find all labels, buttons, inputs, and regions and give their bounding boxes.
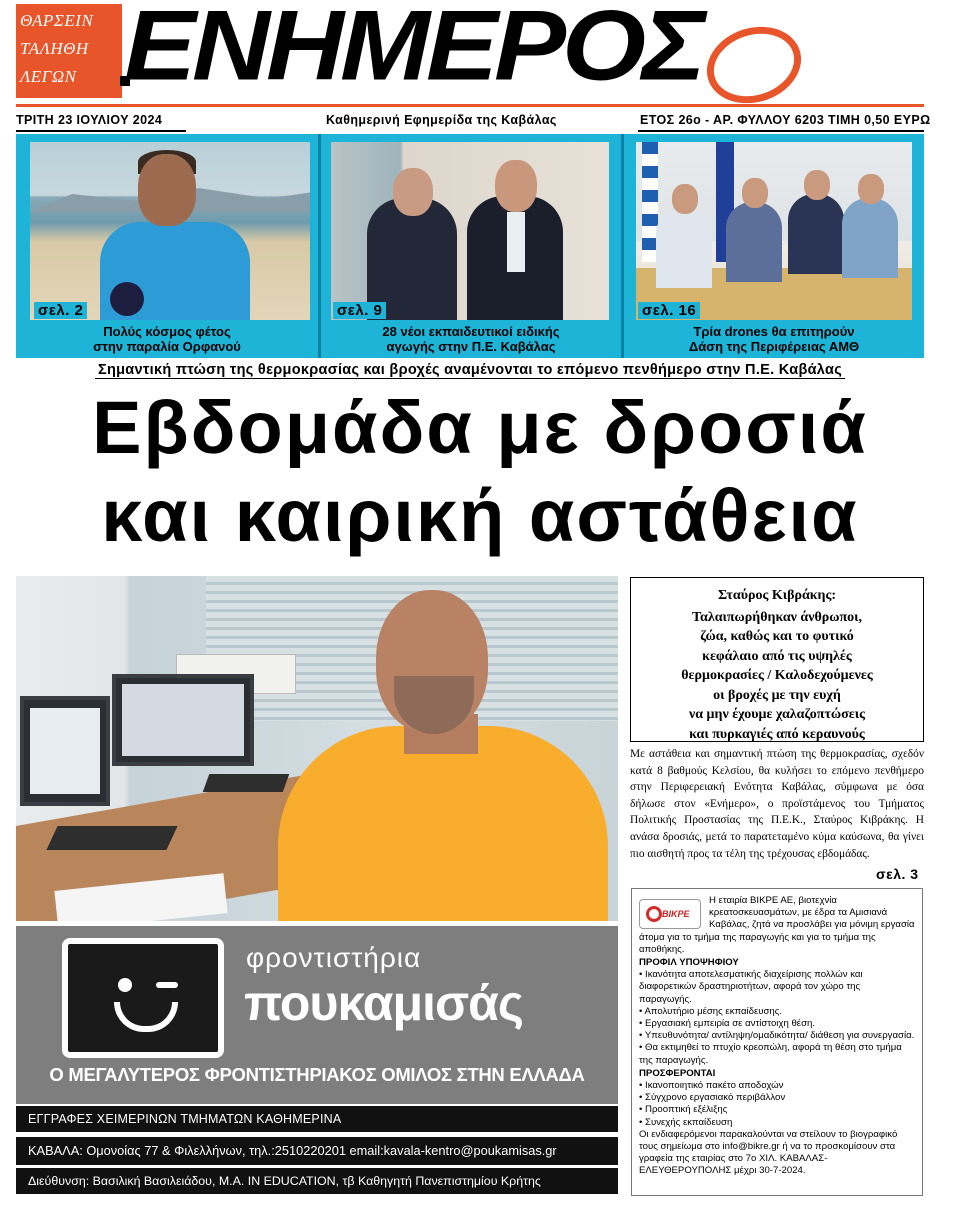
- job-ad-closing: Οι ενδιαφερόμενοι παρακαλούνται να στείλουν το βιογραφικό τους σημείωμα στο info@bikre.gr ή να το προσκομίσουν στα γραφεία της εταιρίας στο 7ο ΧΙΛ. ΚΑΒΑΛΑΣ- ΕΛΕΥΘΕΡΟΥΠΟΛΗΣ μέχρι 30-7-2024.: [639, 1128, 898, 1177]
- motto-line-2: ΤΑΛΗΘΗ: [20, 39, 89, 58]
- person-4: [842, 198, 898, 278]
- caption-line-2: αγωγής στην Π.Ε. Καβάλας: [386, 339, 556, 354]
- person-2-head: [742, 178, 768, 208]
- caption-line-2: Δάση της Περιφέρειας ΑΜΘ: [688, 339, 860, 354]
- main-subheadline: [16, 362, 924, 378]
- job-advertisement: [631, 888, 923, 1196]
- man-left-head: [393, 168, 433, 216]
- list-item: • Απολυτήριο μέσης εκπαίδευσης.: [639, 1006, 915, 1018]
- issue-underline: [638, 130, 924, 132]
- quote-line: να μην έχουμε χαλαζοπτώσεις: [688, 707, 865, 722]
- monitor-center: [112, 674, 254, 766]
- story-caption: [624, 324, 924, 354]
- page-tag: σελ. 16: [638, 302, 700, 319]
- promo-registration-bar: ΕΓΓΡΑΦΕΣ ΧΕΙΜΕΡΙΝΩΝ ΤΜΗΜΑΤΩΝ ΚΑΘΗΜΕΡΙΝΑ: [16, 1106, 618, 1132]
- subheadline-text: Σημαντική πτώση της θερμοκρασίας και βροχές αναμένονται το επόμενο πενθήμερο στην Π.Ε. Καβάλας: [95, 362, 845, 379]
- caption-line-1: 28 νέοι εκπαιδευτικοί ειδικής: [382, 324, 560, 339]
- person-3-head: [804, 170, 830, 200]
- motto-line-1: ΘΑΡΣΕΙΝ: [20, 11, 94, 30]
- list-item: • Υπευθυνότητα/ αντίληψη/ομαδικότητα/ διάθεση για συνεργασία.: [639, 1030, 915, 1042]
- top-story-3[interactable]: [624, 134, 924, 358]
- keyboard-center: [203, 774, 290, 792]
- microphone-icon: [110, 282, 144, 316]
- promo-address-bar: ΚΑΒΑΛΑ: Ομονοίας 77 & Φιλελλήνων, τηλ.:2510220201 email:kavala-kentro@poukamisas.gr: [16, 1137, 618, 1165]
- monitor-left: [20, 696, 110, 806]
- main-story-photo: [16, 576, 618, 921]
- eye-icon: [118, 978, 132, 992]
- issue-info: ΕΤΟΣ 26ο - ΑΡ. ΦΥΛΛΟΥ 6203 ΤΙΜΗ 0,50 ΕΥΡΩ: [640, 113, 931, 127]
- masthead-rule: [16, 104, 924, 107]
- offer-list: [639, 1080, 915, 1129]
- bikre-logo-ring-icon: [646, 906, 662, 922]
- profile-heading: ΠΡΟΦΙΛ ΥΠΟΨΗΦΙΟΥ: [639, 957, 739, 969]
- quote-line: και πυρκαγιές από κεραυνούς: [689, 726, 865, 742]
- bikre-logo-text: ΒΙΚΡΕ: [662, 909, 690, 919]
- list-item: • Ικανότητα αποτελεσματικής διαχείρισης πολλών και διαφορετικών δραστηριοτήτων, αφορά τον χώρο της παραγωγής.: [639, 969, 915, 1006]
- list-item: • Συνεχής εκπαίδευση: [639, 1117, 915, 1129]
- caption-line-1: Πολύς κόσμος φέτος: [103, 324, 231, 339]
- date-underline: [16, 130, 186, 132]
- list-item: • Σύγχρονο εργασιακό περιβάλλον: [639, 1092, 915, 1104]
- headline-line-1: Εβδομάδα με δροσιά: [92, 386, 868, 469]
- tutoring-ad[interactable]: [16, 926, 618, 1104]
- newspaper-title: ΕΝΗΜΕΡΟΣ: [124, 0, 702, 101]
- caption-line-1: Τρία drones θα επιτηρούν: [693, 324, 855, 339]
- top-story-1[interactable]: [16, 134, 318, 358]
- story-caption: [16, 324, 318, 354]
- man-right-shirt: [507, 212, 525, 272]
- two-men-photo: [331, 142, 609, 320]
- offer-heading: ΠΡΟΣΦΕΡΟΝΤΑΙ: [639, 1067, 716, 1079]
- person-1: [656, 208, 712, 288]
- wink-icon: [156, 982, 178, 988]
- person-2: [726, 202, 782, 282]
- beach-reporter-photo: [30, 142, 310, 320]
- quote-line: Ταλαιπωρήθηκαν άνθρωποι,: [691, 609, 863, 625]
- headline-line-2: και καιρική αστάθεια: [101, 474, 859, 557]
- quote-line: θερμοκρασίες / Καλοδεχούμενες: [681, 668, 873, 683]
- bikre-logo: [639, 899, 701, 929]
- person-1-head: [672, 184, 698, 214]
- job-ad-intro: Η εταιρία ΒΙΚΡΕ ΑΕ, βιοτεχνία κρεατοσκευασμάτων, με έδρα τα Αμισιανά Καβάλας, ζητά να προσλάβει για μόνιμη εργασία άτομα για το τμήμα της παραγωγής και για το τμήμα της αποθήκης.: [639, 895, 915, 955]
- promo-word-1: φροντιστήρια: [246, 942, 422, 973]
- story-caption: [321, 324, 621, 354]
- monitor-left-screen: [30, 708, 100, 794]
- quote-line: ζώα, καθώς και το φυτικό: [700, 629, 854, 644]
- keyboard-left: [46, 826, 177, 850]
- reporter-head: [138, 154, 196, 226]
- paper-tagline: Καθημερινή Εφημερίδα της Καβάλας: [326, 113, 557, 127]
- quote-kicker: Σταύρος Κιβράκης:: [717, 588, 837, 603]
- quote-line: οι βροχές με την ευχή: [713, 687, 841, 703]
- person-4-head: [858, 174, 884, 204]
- list-item: • Προοπτική εξέλιξης: [639, 1104, 915, 1116]
- motto-line-3: ΛΕΓΩΝ: [20, 67, 77, 86]
- masthead-motto: [16, 4, 122, 98]
- smile-icon: [114, 1002, 178, 1032]
- winking-face-icon: [62, 938, 224, 1058]
- promo-director-bar: Διεύθυνση: Βασιλική Βασιλειάδου, M.A. IN EDUCATION, τβ Καθηγητή Πανεπιστημίου Κρήτης: [16, 1168, 618, 1194]
- top-story-2[interactable]: [321, 134, 621, 358]
- main-story-page-ref[interactable]: σελ. 3: [876, 866, 919, 882]
- meeting-photo: [636, 142, 912, 320]
- issue-date: ΤΡΙΤΗ 23 ΙΟΥΛΙΟΥ 2024: [16, 113, 163, 127]
- profile-list: [639, 969, 915, 1067]
- page-tag: σελ. 9: [333, 302, 386, 319]
- main-story-body: Με αστάθεια και σημαντική πτώση της θερμοκρασίας, σχεδόν κατά 8 βαθμούς Κελσίου, θα κυλήσει το επόμενο πενθήμερο στην Περιφερειακή Ενότητα Καβάλας, σύμφωνα με όσα δήλωσε στον «Ενήμερο», ο προϊστάμενος του Τμήματος Πολιτικής Προστασίας της Π.Ε.Κ., Σταύρος Κιβράκης. Η ανάσα δροσιάς, μετά το παρατεταμένο κύμα καύσωνα, θα γίνει πιο αισθητή προς τα τέλη της τρέχουσας εβδομάδας.: [630, 748, 924, 860]
- list-item: • Εργασιακή εμπειρία σε αντίστοιχη θέση.: [639, 1018, 915, 1030]
- monitor-center-screen: [122, 684, 244, 756]
- top-stories-strip: [16, 134, 924, 358]
- date-bar: [16, 110, 931, 132]
- person-3: [788, 194, 844, 274]
- caption-line-2: στην παραλία Ορφανού: [93, 339, 241, 354]
- quote-line: κεφάλαιο από τις υψηλές: [702, 648, 852, 664]
- man-right-head: [495, 160, 537, 212]
- list-item: • Θα εκτιμηθεί το πτυχίο κρεοπώλη, αφορά τη θέση στο τμήμα της παραγωγής.: [639, 1042, 915, 1066]
- list-item: • Ικανοποιητικό πακέτο αποδοχών: [639, 1080, 915, 1092]
- promo-brand: πουκαμισάς: [244, 975, 523, 1031]
- page-tag: σελ. 2: [34, 302, 87, 319]
- main-headline[interactable]: [0, 384, 960, 560]
- quote-box: [630, 577, 924, 742]
- promo-tagline: Ο ΜΕΓΑΛΥΤΕΡΟΣ ΦΡΟΝΤΙΣΤΗΡΙΑΚΟΣ ΟΜΙΛΟΣ ΣΤΗΝ ΕΛΛΑΔΑ: [49, 1064, 585, 1085]
- man-orange-shirt: [278, 726, 608, 921]
